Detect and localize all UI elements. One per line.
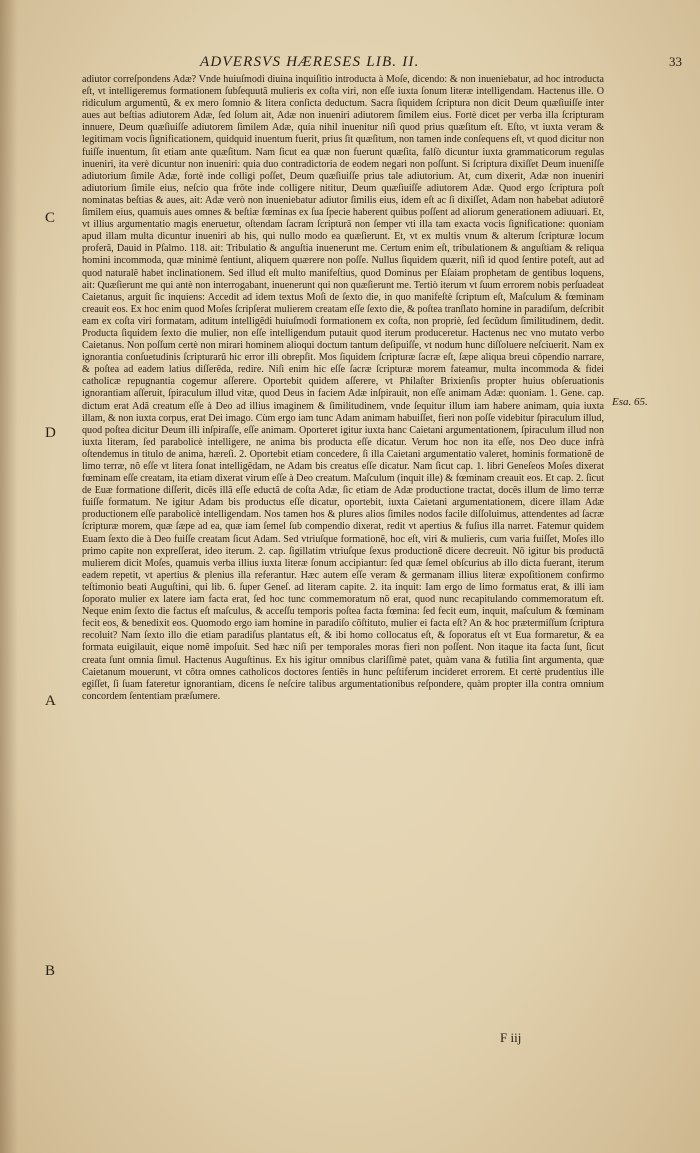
margin-note: Esa. 65. (612, 396, 648, 408)
margin-letter-d: D (45, 425, 56, 441)
running-title: ADVERSVS HÆRESES LIB. II. (200, 54, 420, 70)
margin-letter-b: B (45, 963, 56, 979)
margin-letter-c: C (45, 210, 56, 226)
body-paragraph: adiutor correſpondens Adæ? Vnde huiuſmodi diuina inquiſitio introducta à Moſe, dicendo: & non inueniebatur, ad hoc introducta eſt, vt intelligeremus formationem ſubſequutã mulieris ex coſta viri, non eſſe iuxta ſonum literæ intelligendam. Hactenus ille. O ridiculum argumentũ, & ex mero ſomnio & litera conſicta deductum. Sacra ſiquidem ſcriptura non dicit Deum quæſiuiſſe inter aues aut beſtias adiutorem Adæ, ſed ſolum ait, Adæ non inueniri adiutorem ſimilem eius. Fortè dicet per verba illa ſcripturam innuere, Deum quæſiuiſſe adiutorem ſimilem Adæ, quia nihil inuenitur niſi quod prius quæſitum eſt. Eſto, vt iuxta veram & legitimam vocis ſignificationem, quidquid inuentum fuerit, prius ſit quæſitum, non tamen inde conſequens eſt, vt quod dicitur non fuiſſe inuentum, ſit etiam ante quæſitum. Nam ſicut ea quæ non fuerunt quæſita, falſò dicuntur iuxta grammaticorum regulas inueniri, ita verè dicuntur non inueniri: quia duo contradictoria de eodem negari non poſſunt. Si ſcriptura dixiſſet Deum inueniſſe adiutorium ſimile Adæ, fortè inde colligi poſſet, Deum quæſiuiſſe prius tale adiutorium. At, cum dixerit, Adæ non inueniri adiutorium ſimile eius, neſcio qua frõte inde colligere nititur, Deum quæſiuiſſe adiutorem Adæ. Quod ergo ſcriptura poſt nominatas beſtias & aues, ait: Adæ verò non inueniebatur adiutor ſimilis eius, idem eſt ac ſi dixiſſet, Adam non habebat adiutorẽ ſimilem eius, quamuis aues omnes & beſtiæ fœminas ex ſua ſpecie haberent quibus poſſent ad aliorum generationem adiuuari. Et, vt illius argumentatio magis eneruetur, oſtendam ſacram ſcripturã non ſemper vti illa tam exacta vocis ſignificatione: quoniam apud illam multa dicuntur inueniri ab his, qui nullo modo ea quæſierunt. Et, vt ex multis vnum & alterum ſcripturæ locum proferã, Dauid in Pſalmo. 118. ait: Tribulatio & anguſtia inuenerunt me. Certum enim eſt, tribulationem & anguſtiam & reliqua homini incommoda, quæ minimè ſentiunt, aliquem quærere non poſſe. Nullus ſiquidem quærit, niſi id quod ſentire poteſt, aut ad quod naturalẽ habet inclinationem. Sed illud eſt multo manifeſtius, quod Dominus per Eſaiam prophetam de gentibus loquens, ait: Quæſierunt me qui antè non interrogabant, inuenerunt qui non quæſierunt me. Tertiò iterum vt ſuum errorem nobis perſuadeat Caietanus, arguit ſic inquiens: Accedit ad idem textus Moſi de ſexto die, in quo manifeſtè ſcriptum eſt, Maſculum & fœminam creauit eos. Ex hoc enim quod Moſes ſcripſerat mulierem creatam eſſe ſexto die, & poſtea tranſlato homine in paradiſum, deſcribit eam ex coſta viri formatam, aditum intelligẽdi huiuſmodi formationem ex coſta, non propriè, ſed ſecũdum ſimilitudinem, dedit. Producta ſiquidem ſexto die mulier, non eſſe intelligendum putauit quod iterum produceretur. Hactenus nec vno mutato verbo Caietanus. Non poſſum certè non mirari hominem alioqui doctum tantum deſipuiſſe, vt nodum hunc diſſoluere neſciuerit. Nam ex ignorantia conſuetudinis ſcripturarũ hic error illi obrepſit. Mos ſiquidem ſcripturæ ſacræ eſt, ſæpe aliqua breui cõpendio narrare, & poſtea ad eadem latius diſſerẽda, redire. Niſi enim hic eſſe ſacræ ſcripturæ morem fateamur, multa incommoda & fidei catholicæ repugnantia cogemur aſſerere. Oportebit quidem aſſerere, vt Philaſter Brixienſis propter huius obſeruationis ignorantiam aſſeruit, ſpiraculum illud vitæ, quod Deus in faciem Adæ inſpirauit, non eſſe animam Adæ: quoniam. 1. Gene. cap. dictum erat Adã creatum eſſe à Deo ad illius imaginem & ſimilitudinem, vnde ſequitur illum iam habere animam, quia iuxta illam, & non iuxta corpus, erat Dei imago. Cùm ergo iam tunc Adam animam habuiſſet, fieri non poſſe videbitur ſpiraculum illud, quod poſtea dicitur Deum illi inſpiraſſe, eſſe animam. Oporteret igitur iuxta hanc Caietani argumentationem, ſpiraculum illud non iuxta literam, ſed parabolicè intelligere, ne anima bis producta eſſe dicatur. Verum hoc non ita eſſe, nos Deo duce infrà oſtendemus in titulo de anima, hæreſi. 2. Oportebit etiam concedere, ſi illa Caietani argumentatio valeret, hominis formationẽ de limo terræ, nõ eſſe vt litera ſonat intelligẽdam, ne Adam bis creatus eſſe dicatur. Nam ſicut cap. 1. libri Geneſeos Moſes dixerat fœminam eſſe creatam, ita etiam dixerat virum eſſe à Deo creatum. Maſculum (inquit ille) & fœminam creauit eos. Et cap. 2. ſicut de Euæ formatione diſſerit, dicẽs illã eſſe eductã de coſta Adæ, ſic etiam de Adæ productione tractat, docẽs illum de limo terræ fuiſſe formatum. Ne igitur Adam bis productus eſſe dicatur, oportebit, iuxta Caietani argumentationem, dicere illam Adæ productionem eſſe parabolicè intelligendam. Nos tamen hos & plures alios ſimiles nodos facile diſſoluimus, attendentes ad ſacræ ſcripturæ morem, quæ ſæpe ad ea, quæ iam ſemel ſub compendio dixerat, redit vt apertius & fuſius illa narret. Fatemur quidem Euam ſexto die à Deo fuiſſe creatam ſicut Adam. Sed vtriuſque formationẽ, hoc eſt, viri & mulieris, cum varia fuiſſet, Moſes illo primo capite non expreſſerat, ideo iterum. 2. cap. ſigillatim vtriuſque ſexus productionẽ dicere decreuit. Nõ igitur bis productã mulierem dicit Moſes, quamuis verba illius iuxta literæ ſonum accipiantur: ſed quæ ſemel obſcurius ab illo dicta fuerant, iterum eadem repetit, vt apertius & plenius illa referantur. Hæc autem eſſe veram & germanam illius literæ expoſitionem confirmo teſtimonio beati Auguſtini, qui lib. 6. ſuper Geneſ. ad literam capite. 2. ita inquit: Iam ergo de limo formatus erat, & illi iam ſoporato mulier ex latere iam facta erat, ſed hoc tunc commemoratum nõ erat, quod nunc recapitulando commemoratum eſt. Neque enim ſexto die factus eſt maſculus, & acceſſu temporis poſtea facta fœmina: ſed fecit eum, inquit, maſculum & fœminam fecit eos, & benedixit eos. Quomodo ergo iam homine in paradiſo cõſtituto, mulier ei facta eſt? An & hoc prætermiſſum ſcriptura recoluit? Nam ſexto illo die etiam paradiſus plantatus eſt, & ibi homo collocatus eſt, & ſoporatus eſt vt Eua formaretur, & ea formata euigilauit, eique nomẽ impoſuit. Sed hæc niſi per temporales moras fieri non poſſent. Non itaque ita facta ſunt, ſicut creata ſunt omnia ſimul. Hactenus Auguſtinus. Ex his igitur omnibus clariſſimè patet, quàm vana & futilia ſint argumenta, quæ Caietanum mouerunt, vt cõtra omnes catholicos doctores ſentiẽs in hunc peſtiferum incideret errorem. Et certè prudentius ille egiſſet, ſi ſuam fateretur ignorantiam, dicens ſe neſcire talibus argumentationibus reſpondere, quàm propter illa contra omnium concordem ſententiam præſumere. (82, 74, 604, 702)
page-header (80, 54, 682, 74)
signature-mark: F iij (500, 1030, 522, 1045)
page-number: 33 (669, 54, 682, 69)
margin-letter-a: A (45, 693, 56, 709)
body-text (82, 74, 604, 703)
spine-shadow (0, 0, 18, 1153)
